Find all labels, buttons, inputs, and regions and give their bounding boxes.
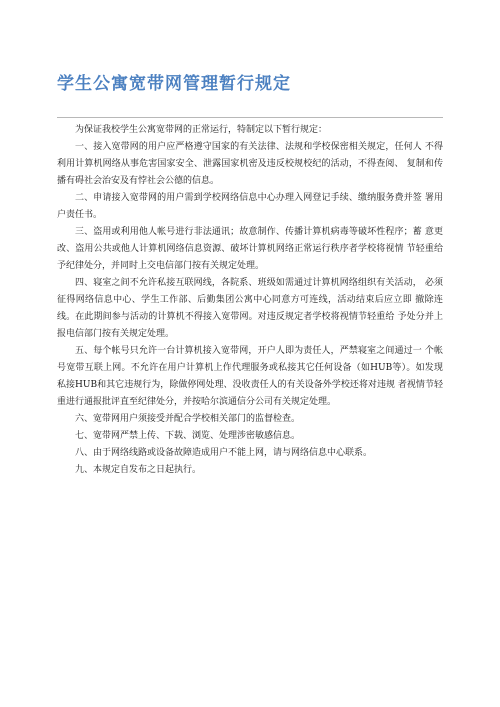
paragraph-rule-4: 四、寝室之间不允许私接互联网线，各院系、班级如需通过计算机网络组织有关活动， 必须征得网络信息中心、学生工作部、后勤集团公寓中心同意方可连线，活动结束后应立即 撤除连线。在此期间参与活动的计算机不得接入宽带网。对违反规定者学校将视情节轻重给 予处分并上报电信部门按有关规定处理。 <box>57 278 443 339</box>
paragraph-rule-7: 七、宽带网严禁上传、下载、浏览、处理涉密敏感信息。 <box>75 431 301 441</box>
paragraph-rule-5: 五、每个帐号只允许一台计算机接入宽带网，开户人即为责任人，严禁寝室之间通过一 个帐号宽带互联上网。不允许在用户计算机上作代理服务或私接其它任何设备（如HUB等）。如发现私接HUB和其它违规行为，除做停网处理、没收责任人的有关设备外学校还将对违规 者视情节轻重进行通报批评直至纪律处分，并按哈尔滨通信分公司有关规定处理。 <box>57 346 443 407</box>
page-title: 学生公寓宽带网管理暂行规定 <box>57 74 291 95</box>
title-divider <box>57 117 443 118</box>
paragraph-rule-8: 八、由于网络线路或设备故障造成用户不能上网，请与网络信息中心联系。 <box>75 448 373 458</box>
paragraph-rule-6: 六、宽带网用户须接受并配合学校相关部门的监督检查。 <box>75 414 301 424</box>
paragraph-rule-9: 九、本规定自发布之日起执行。 <box>75 465 202 475</box>
paragraph-rule-1: 一、接入宽带网的用户应严格遵守国家的有关法律、法规和学校保密相关规定，任何人 不得利用计算机网络从事危害国家安全、泄露国家机密及违反校规校纪的活动，不得查阅、 复制和传播有碍社会治安及有悖社会公德的信息。 <box>57 142 443 186</box>
paragraph-rule-2: 二、申请接入宽带网的用户需到学校网络信息中心办理入网登记手续、缴纳服务费并签 署用户责任书。 <box>57 193 443 220</box>
paragraph-intro: 为保证我校学生公寓宽带网的正常运行，特制定以下暂行规定： <box>75 125 328 135</box>
document-body <box>57 122 443 479</box>
paragraph-rule-3: 三、盗用或利用他人帐号进行非法通讯；故意制作、传播计算机病毒等破坏性程序；蓄 意更改、盗用公共或他人计算机网络信息资源、破坏计算机网络正常运行秩序者学校将视情 节轻重给予纪律处分，并同时上交电信部门按有关规定处理。 <box>57 227 443 271</box>
